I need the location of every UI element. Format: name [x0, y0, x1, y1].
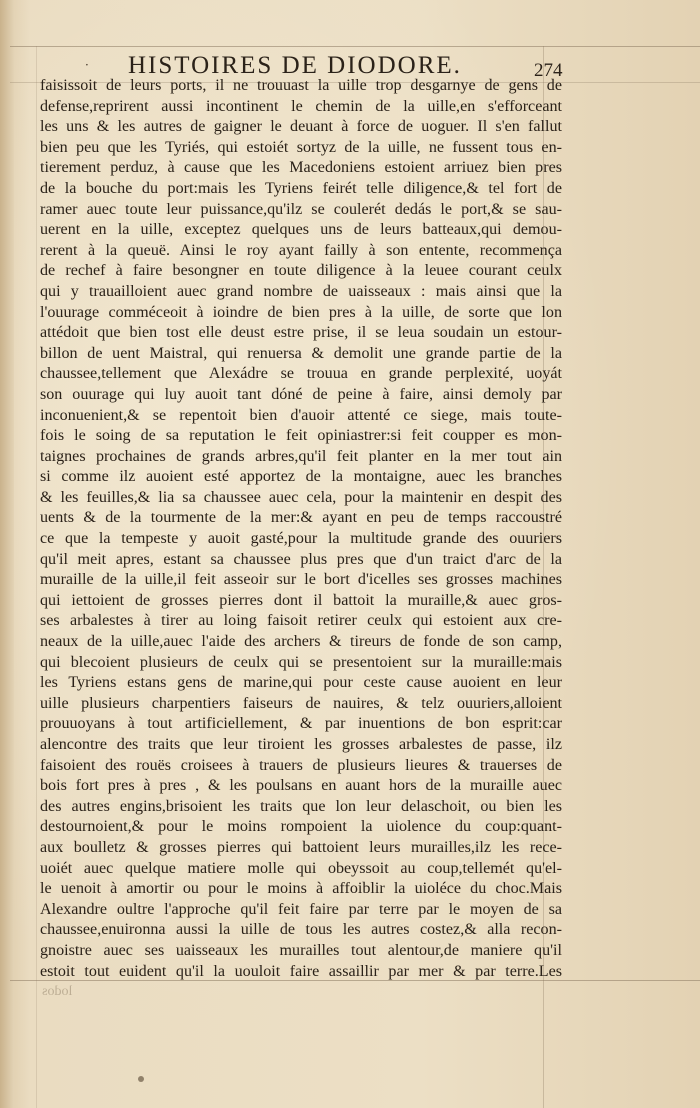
text-line: chaussee,tellement que Alexádre se trouua en grande perplexité, uoyát	[40, 365, 562, 383]
text-line: qui iettoient de grosses pierres dont il battoit la muraille,& auec gros-	[40, 591, 562, 609]
bleed-through-text: lodos	[42, 984, 73, 999]
text-line: si comme ilz auoient esté apportez de la montaigne, auec les branches	[40, 468, 562, 486]
text-line: uille plusieurs charpentiers faiseurs de nauires, & telz ouuriers,alloient	[40, 694, 562, 712]
text-line: les Tyriens estans gens de marine,qui pour ceste cause auoient en leur	[40, 674, 562, 692]
text-line: destournoient,& pour le moins rompoient la uiolence du coup:quant-	[40, 818, 562, 836]
text-line: aux boulletz & grosses pierres qui battoient leurs murailles,ilz les rece-	[40, 838, 562, 856]
text-line: defense,reprirent aussi incontinent le chemin de la uille,en s'efforceant	[40, 97, 562, 115]
text-line: uoiét auec quelque matiere molle qui obeyssoit au coup,tellemét qu'el-	[40, 859, 562, 877]
page-gutter-edge	[0, 0, 14, 1108]
text-line: l'ouurage comméceoit à ioindre de bien pres à la uille, de sorte que lon	[40, 303, 562, 321]
text-line: uerent en la uille, exceptez quelques uns de leurs batteaux,qui demou-	[40, 221, 562, 239]
text-line: faisoient des rouës croisees à trauers de plusieurs lieures & trauerses de	[40, 756, 562, 774]
text-line: fois le soing de sa reputation le feit opiniastrer:si feit coupper es mon-	[40, 427, 562, 445]
text-line: Alexandre oultre l'approche qu'il feit faire par terre par le moyen de sa	[40, 900, 562, 918]
text-line: qui y trauailloient auec grand nombre de uaisseaux : mais ainsi que la	[40, 282, 562, 300]
text-line: les uns & les autres de gaigner le deuant à force de uoguer. Il s'en fallut	[40, 118, 562, 136]
text-line: bois fort pres à pres , & les poulsans en auant hors de la muraille auec	[40, 777, 562, 795]
text-line: chaussee,enuironna aussi la uille de tous les autres costez,& alla recon-	[40, 921, 562, 939]
text-line: ramer auec toute leur puissance,qu'ilz se coulerét dedás le port,& se sau-	[40, 200, 562, 218]
text-line: le uenoit à amortir ou pour le moins à affoiblir la uiolécе du choc.Mais	[40, 880, 562, 898]
left-margin-rule	[36, 46, 37, 1108]
running-head: HISTOIRES DE DIODORE.	[128, 52, 462, 79]
text-line: de la bouche du port:mais les Tyriens feirét telle diligence,& tel fort de	[40, 179, 562, 197]
text-line: neaux de la uille,auec l'aide des archers & tireurs de fonde de son camp,	[40, 633, 562, 651]
text-line: gnoistre auec ses uaisseaux les murailles tout alentour,de maniere qu'il	[40, 941, 562, 959]
header-ornament: ·	[85, 58, 89, 72]
text-line: alencontre des traits que leur tiroient les grosses arbalestes de passe, ilz	[40, 736, 562, 753]
text-line: estoit tout euident qu'il la uouloit faire assaillir par mer & par terre.Les	[40, 962, 562, 980]
text-line: qui blecoient plusieurs de ceulx qui se presentoient sur la muraille:mais	[40, 653, 562, 671]
text-line: faisissoit de leurs ports, il ne trouuast la uille trop desgarnye de gens de	[40, 77, 562, 94]
text-line: uents & de la tourmente de la mer:& ayant en peu de temps raccoustré	[40, 509, 562, 527]
text-line: des autres engins,brisoient les traits que lon leur delaschoit, ou bien les	[40, 797, 562, 815]
text-line: ce que la tempeste y auoit gasté,pour la multitude grande des ouuriers	[40, 530, 562, 548]
text-line: taignes prochaines de grands arbres,qu'il feit planter en la mer tout ain	[40, 447, 562, 465]
text-line: billon de uent Maistral, qui renuersa & demolit une grande partie de la	[40, 344, 562, 362]
text-line: son ouurage qui luy auoit tant dóné de peine à faire, ainsi demoly par	[40, 385, 562, 403]
text-line: inconuenient,& se repentoit bien d'auoir attenté ce siege, mais toute-	[40, 406, 562, 424]
ink-spot	[138, 1076, 144, 1082]
text-line: muraille de la uille,il feit asseoir sur le bort d'icelles ses grosses machines	[40, 571, 562, 589]
text-line: qu'il meit apres, estant sa chaussee plus pres que d'un traict d'arc de la	[40, 550, 562, 568]
top-rule	[10, 46, 700, 47]
text-line: rerent à la queuë. Ainsi le roy ayant failly à son entente, recommença	[40, 241, 562, 259]
text-line: attédoit que bien tost elle deust estre prise, il se leua soudain un estour-	[40, 324, 562, 342]
text-line: tierement perduz, à cause que les Macedoniens estoient arriuez bien pres	[40, 159, 562, 177]
page-number: 274	[534, 60, 563, 81]
text-line: prouuoyans à tout artificiellement, & par inuentions de bon esprit:car	[40, 715, 562, 733]
text-line: ses arbalestes à tirer au loing faisoit retirer ceulx qui estoient aux cre-	[40, 612, 562, 630]
text-line: de rechef à faire besongner en toute diligence à la leuee courant ceulx	[40, 262, 562, 280]
text-line: bien peu que les Tyriés, qui estoiét sortyz de la uille, ne fussent tous en-	[40, 138, 562, 156]
text-line: & les feuilles,& lia sa chaussee auec cela, pour la maintenir en despit des	[40, 488, 562, 506]
body-text	[40, 76, 562, 982]
